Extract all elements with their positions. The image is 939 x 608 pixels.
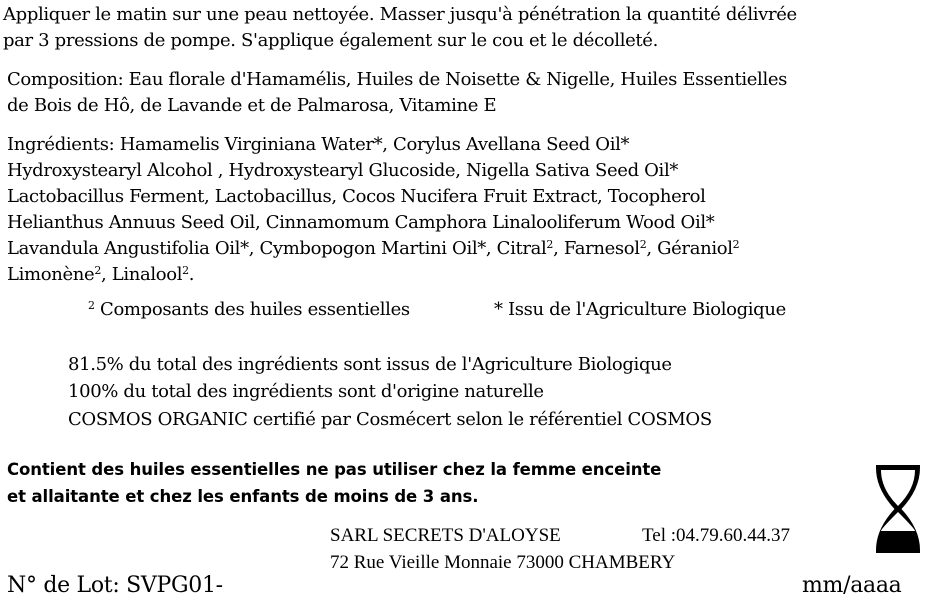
- ingredients-line-1: Ingrédients: Hamamelis Virginiana Water*, Corylus Avellana Seed Oil*: [7, 134, 630, 155]
- company-address: 72 Rue Vieille Monnaie 73000 CHAMBERY: [330, 552, 676, 573]
- ingredients-line-4: Helianthus Annuus Seed Oil, Cinnamomum Camphora Linalooliferum Wood Oil*: [7, 212, 715, 233]
- expiry-date-format: mm/aaaa: [802, 573, 902, 598]
- company-name: SARL SECRETS D'ALOYSE: [330, 525, 561, 546]
- lot-number: N° de Lot: SVPG01-: [7, 573, 223, 598]
- composition-line-2: de Bois de Hô, de Lavande et de Palmarosa, Vitamine E: [7, 95, 497, 116]
- stat-cosmos: COSMOS ORGANIC certifié par Cosmécert selon le référentiel COSMOS: [68, 409, 712, 430]
- usage-line-2: par 3 pressions de pompe. S'applique également sur le cou et le décolleté.: [3, 30, 658, 51]
- warning-line-2: et allaitante et chez les enfants de moins de 3 ans.: [7, 487, 479, 506]
- ingredients-line-2: Hydroxystearyl Alcohol , Hydroxystearyl Glucoside, Nigella Sativa Seed Oil*: [7, 160, 679, 181]
- hourglass-icon: [873, 463, 923, 555]
- ingredients-line-3: Lactobacillus Ferment, Lactobacillus, Cocos Nucifera Fruit Extract, Tocopherol: [7, 186, 706, 207]
- warning-line-1: Contient des huiles essentielles ne pas utiliser chez la femme enceinte: [7, 460, 662, 479]
- ingredients-line-5: Lavandula Angustifolia Oil*, Cymbopogon Martini Oil*, Citral$^2$, Farnesol$^2$, Géraniol$^2$: [7, 238, 740, 259]
- ingredients-line-6: Limonène$^2$, Linalool$^2$.: [7, 264, 195, 285]
- company-phone: Tel :04.79.60.44.37: [642, 525, 791, 546]
- stat-organic: 81.5% du total des ingrédients sont issus de l'Agriculture Biologique: [68, 354, 672, 375]
- footnote-essential-oils: $^2$ Composants des huiles essentielles: [88, 299, 410, 320]
- composition-line-1: Composition: Eau florale d'Hamamélis, Huiles de Noisette & Nigelle, Huiles Essentielles: [7, 69, 788, 90]
- usage-line-1: Appliquer le matin sur une peau nettoyée. Masser jusqu'à pénétration la quantité délivrée: [3, 4, 797, 25]
- footnote-organic: * Issu de l'Agriculture Biologique: [494, 299, 786, 320]
- stat-natural: 100% du total des ingrédients sont d'origine naturelle: [68, 381, 544, 402]
